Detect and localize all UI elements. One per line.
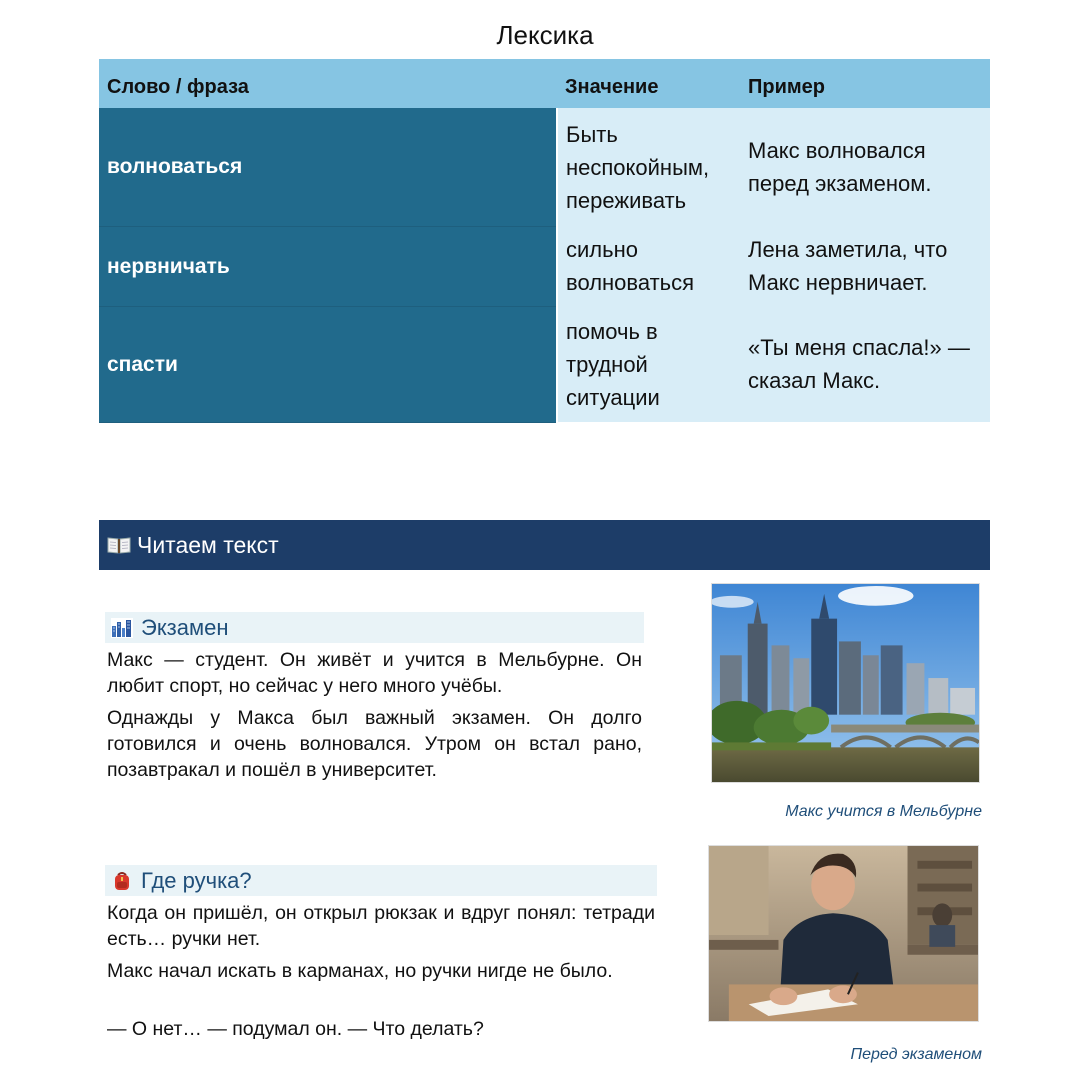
table-row [99,226,990,306]
paragraph: Когда он пришёл, он открыл рюкзак и вдруг понял: тетради есть… ручки нет. [107,902,655,950]
student-photo [708,845,979,1022]
vocab-meaning: сильно волноваться [557,226,740,306]
paragraph: Однажды у Макса был важный экзамен. Он долго готовился и очень волновался. Утром он встал рано, позавтракал и пошёл в университет. [107,707,642,781]
section-heading-pen [105,865,657,896]
section-heading-exam [105,612,644,643]
section-heading-label: Где ручка? [141,867,252,893]
vocab-meaning: Быть неспокойным, переживать [557,108,740,226]
melbourne-photo [711,583,980,783]
section-heading-label: Экзамен [141,614,229,640]
vocab-title: Лексика [496,20,594,50]
table-row [99,108,990,226]
paragraph: Макс — студент. Он живёт и учится в Мельбурне. Он любит спорт, но сейчас у него много учёбы. [107,649,642,697]
vocab-example: Лена заметила, что Макс нервничает. [740,226,990,306]
paragraph: Макс начал искать в карманах, но ручки нигде не было. [107,960,613,982]
vocab-word: спасти [99,306,557,422]
vocab-example: Макс волновался перед экзаменом. [740,108,990,226]
vocab-example: «Ты меня спасла!» — сказал Макс. [740,306,990,422]
reading-banner-title: Читаем текст [137,531,279,558]
column-header-word: Слово / фраза [99,59,557,108]
vocab-word: нервничать [99,226,557,306]
table-row [99,306,990,422]
vocab-header-row [99,59,990,108]
vocab-meaning: помочь в трудной ситуации [557,306,740,422]
column-header-meaning: Значение [557,59,740,108]
cityscape-icon [111,618,133,638]
column-header-example: Пример [740,59,990,108]
vocab-word: волноваться [99,108,557,226]
open-book-icon [107,536,131,554]
backpack-icon [111,871,133,891]
photo-caption: Макс учится в Мельбурне [785,803,982,820]
vocab-table [99,59,990,423]
paragraph: — О нет… — подумал он. — Что делать? [107,1018,484,1040]
reading-section-banner [99,520,990,570]
photo-caption: Перед экзаменом [850,1046,982,1063]
